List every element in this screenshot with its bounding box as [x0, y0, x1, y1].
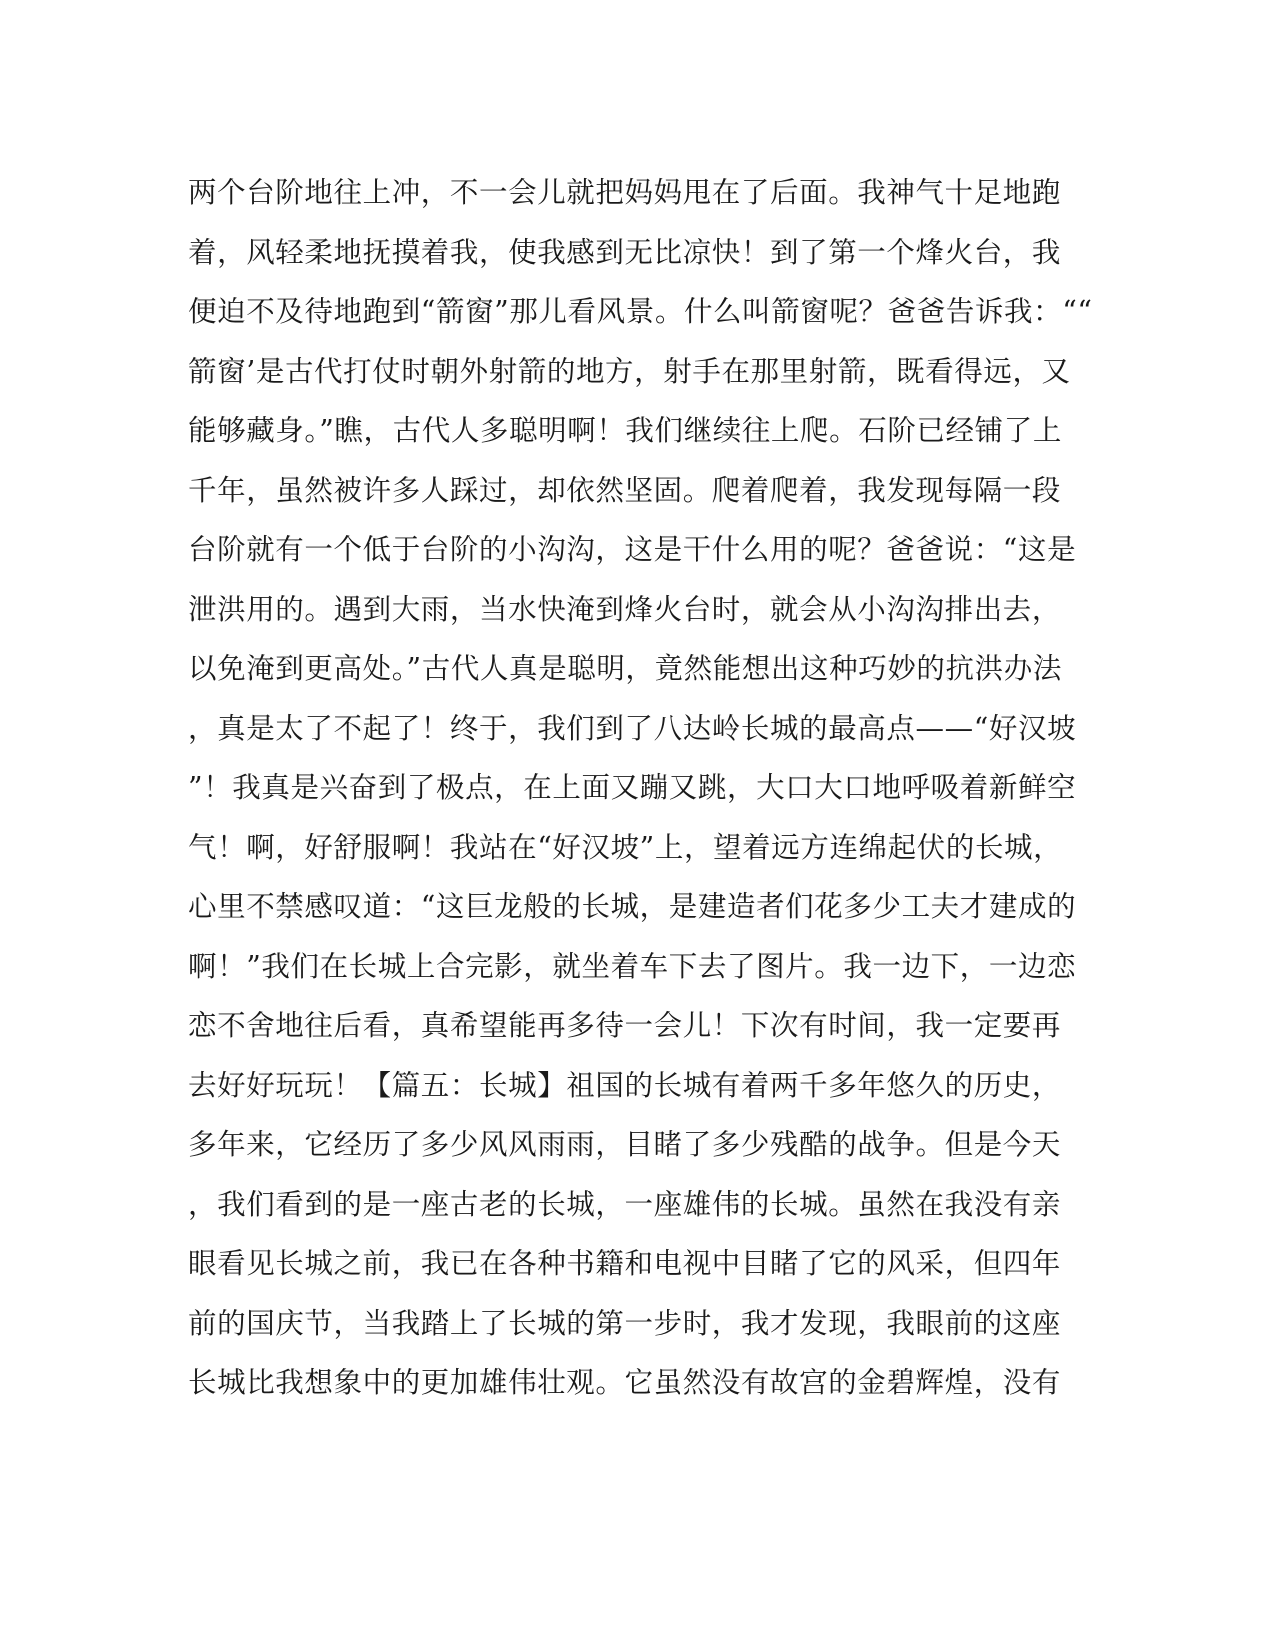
body-text: [188, 163, 1093, 1413]
text-line: 前的国庆节，当我踏上了长城的第一步时，我才发现，我眼前的这座: [188, 1306, 1062, 1340]
text-line: 箭窗’是古代打仗时朝外射箭的地方，射手在那里射箭，既看得远，又: [188, 354, 1071, 388]
text-line: 长城比我想象中的更加雄伟壮观。它虽然没有故宫的金碧辉煌，没有: [188, 1366, 1062, 1399]
text-line: 千年，虽然被许多人踩过，却依然坚固。爬着爬着，我发现每隔一段: [188, 473, 1062, 507]
text-line: 泄洪用的。遇到大雨，当水快淹到烽火台时，就会从小沟沟排出去，: [188, 592, 1062, 626]
text-line: 心里不禁感叹道：“这巨龙般的长城，是建造者们花多少工夫才建成的: [188, 890, 1077, 923]
text-line: 以免淹到更高处。”古代人真是聪明，竟然能想出这种巧妙的抗洪办法: [188, 652, 1062, 685]
text-line: 去好好玩玩！【篇五：长城】祖国的长城有着两千多年悠久的历史，: [188, 1068, 1062, 1102]
text-line: 啊！”我们在长城上合完影，就坐着车下去了图片。我一边下，一边恋: [188, 949, 1077, 983]
text-line: ”！我真是兴奋到了极点，在上面又蹦又跳，大口大口地呼吸着新鲜空: [188, 771, 1077, 804]
text-line: 眼看见长城之前，我已在各种书籍和电视中目睹了它的风采，但四年: [188, 1247, 1062, 1280]
text-line: 着，风轻柔地抚摸着我，使我感到无比凉快！到了第一个烽火台，我: [188, 235, 1062, 269]
text-line: 气！啊，好舒服啊！我站在“好汉坡”上，望着远方连绵起伏的长城，: [188, 830, 1063, 864]
text-line: 能够藏身。”瞧，古代人多聪明啊！我们继续往上爬。石阶已经铺了上: [188, 414, 1062, 447]
text-line: 多年来，它经历了多少风风雨雨，目睹了多少残酷的战争。但是今天: [188, 1128, 1062, 1161]
text-line: 台阶就有一个低于台阶的小沟沟，这是干什么用的呢？爸爸说：“这是: [188, 533, 1077, 566]
text-line: 便迫不及待地跑到“箭窗”那儿看风景。什么叫箭窗呢？爸爸告诉我：““: [188, 295, 1093, 328]
text-line: ，我们看到的是一座古老的长城，一座雄伟的长城。虽然在我没有亲: [188, 1187, 1062, 1221]
text-line: 恋不舍地往后看，真希望能再多待一会儿！下次有时间，我一定要再: [188, 1009, 1062, 1042]
text-line: ，真是太了不起了！终于，我们到了八达岭长城的最高点——“好汉坡: [188, 711, 1077, 745]
text-line: 两个台阶地往上冲，不一会儿就把妈妈甩在了后面。我神气十足地跑: [188, 176, 1062, 209]
